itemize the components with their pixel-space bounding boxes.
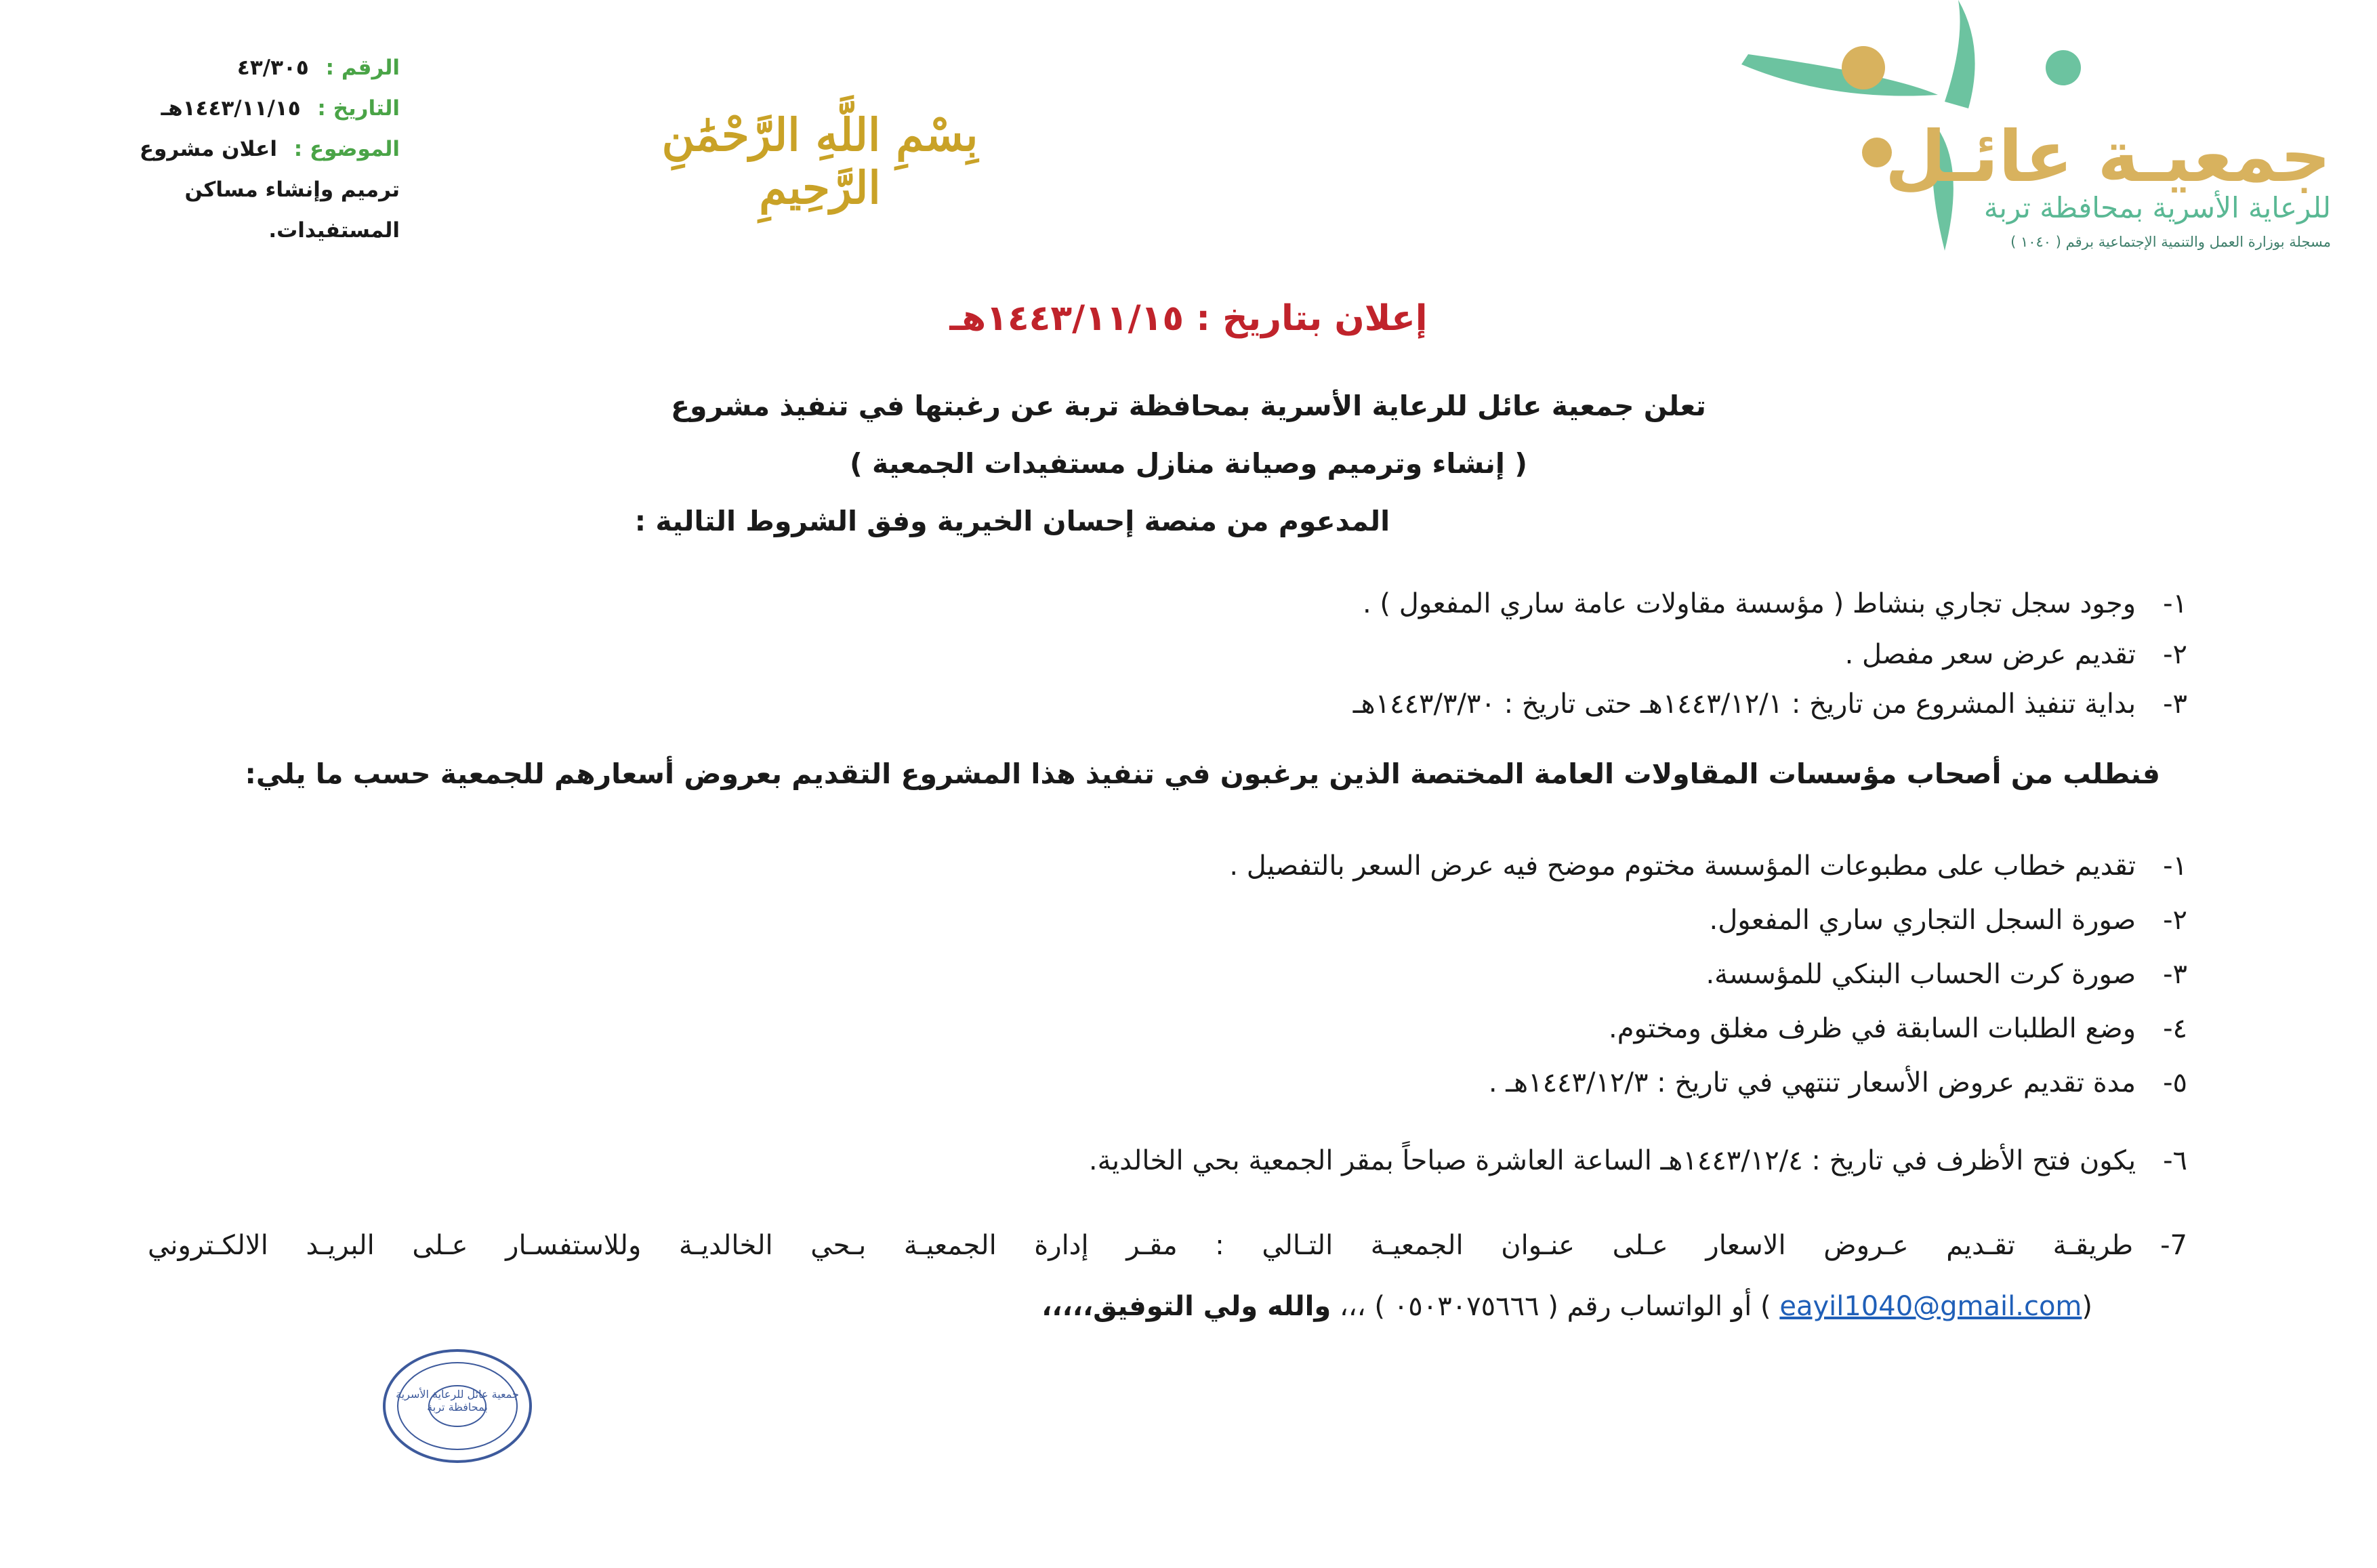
condition-text: بداية تنفيذ المشروع من تاريخ : ١٤٤٣/١٢/١هـ حتى تاريخ : ١٤٤٣/٣/٣٠هـ [1352,688,2136,720]
requirement-text: يكون فتح الأظرف في تاريخ : ١٤٤٣/١٢/٤هـ الساعة العاشرة صباحاً بمقر الجمعية بحي الخالدية. [1088,1145,2136,1176]
reference-subject-label: الموضوع : [293,137,400,161]
stamp-text: جمعية عائل للرعاية الأسرية بمحافظة تربة [396,1388,519,1414]
basmala: بِسْمِ اللَّهِ الرَّحْمَٰنِ الرَّحِيمِ [661,108,978,214]
requirement-number: ٦- [2163,1145,2187,1176]
requirement-item [87,1067,2187,1098]
announcement-title: إعلان بتاريخ : ١٤٤٣/١١/١٥هـ [949,298,1428,339]
intro-line-3: المدعوم من منصة إحسان الخيرية وفق الشروط التالية : [634,505,1390,537]
requirement-text: صورة كرت الحساب البنكي للمؤسسة. [1706,959,2136,990]
condition-item [87,688,2187,720]
reference-number-value: ٤٣/٣٠٥ [236,56,309,80]
requirement-item [87,959,2187,990]
requirement-item [87,905,2187,936]
requirement-text: وضع الطلبات السابقة في ظرف مغلق ومختوم. [1609,1013,2136,1044]
demand-paragraph: فنطلب من أصحاب مؤسسات المقاولات العامة المختصة الذين يرغبون في تنفيذ هذا المشروع التقديم بعروض أسعارهم للجمعية حسب ما يلي: [245,758,2160,790]
reference-number [102,47,400,88]
intro-line-2: ( إنشاء وترميم وصيانة منازل مستفيدات الجمعية ) [849,447,1527,480]
reference-date [102,88,400,129]
logo-subtitle: للرعاية الأسرية بمحافظة تربة [1983,191,2331,224]
requirement-item [87,1145,2187,1176]
requirement-number: ٥- [2163,1067,2187,1098]
condition-number: ٢- [2163,639,2187,670]
requirement-text: صورة السجل التجاري ساري المفعول. [1709,905,2136,936]
requirement-text: تقديم خطاب على مطبوعات المؤسسة مختوم موضح فيه عرض السعر بالتفصيل . [1229,850,2136,882]
requirement-item-7 [148,1230,2187,1261]
condition-item [87,588,2187,619]
requirement-item [87,1013,2187,1044]
reference-block [102,47,400,251]
requirement-number: 7- [2160,1230,2187,1261]
organization-logo [1721,0,2331,271]
logo-name: جمعيـة عائـل [1884,115,2331,198]
closing-text: والله ولي التوفيق،،،،، [1041,1291,1331,1322]
requirement-item [87,850,2187,882]
email-link[interactable]: eayil1040@gmail.com [1779,1291,2082,1322]
reference-subject-value: اعلان مشروع [139,137,277,161]
logo-registration: مسجلة بوزارة العمل والتنمية الإجتماعية برقم ( ١٠٤٠ ) [2010,234,2331,250]
requirement-number: ١- [2163,850,2187,882]
condition-item [87,639,2187,670]
reference-number-label: الرقم : [325,56,400,80]
condition-text: وجود سجل تجاري بنشاط ( مؤسسة مقاولات عامة ساري المفعول ) . [1363,588,2136,619]
condition-text: تقديم عرض سعر مفصل . [1844,639,2136,670]
whatsapp-text: ) أو الواتساب رقم ( ٠٥٠٣٠٧٥٦٦٦ ) ،،، [1339,1291,1771,1322]
condition-number: ٣- [2163,688,2187,720]
reference-subject-line2: ترميم وإنشاء مساكن [184,178,400,202]
requirement-number: ٢- [2163,905,2187,936]
intro-line-1: تعلن جمعية عائل للرعاية الأسرية بمحافظة تربة عن رغبتها في تنفيذ مشروع [671,390,1706,422]
reference-date-label: التاريخ : [317,96,400,121]
reference-date-value: ١٤٤٣/١١/١٥هـ [161,96,301,121]
requirement-text: مدة تقديم عروض الأسعار تنتهي في تاريخ : ١٤٤٣/١٢/٣هـ . [1488,1067,2136,1098]
requirement-number: ٤- [2163,1013,2187,1044]
reference-subject-line3: المستفيدات. [268,218,400,243]
requirement-number: ٣- [2163,959,2187,990]
open-paren: ( [2082,1291,2092,1322]
contact-line [127,1291,2092,1322]
reference-subject [102,129,400,169]
condition-number: ١- [2163,588,2187,619]
submission-method-text: طريقـة تقـديم عـروض الاسعار عـلى عنـوان الجمعيـة التـالي : مقـر إدارة الجمعيـة بـحي الخالديـة وللاستفسـار عـلى البريـد الالكـتروني [148,1230,2134,1261]
